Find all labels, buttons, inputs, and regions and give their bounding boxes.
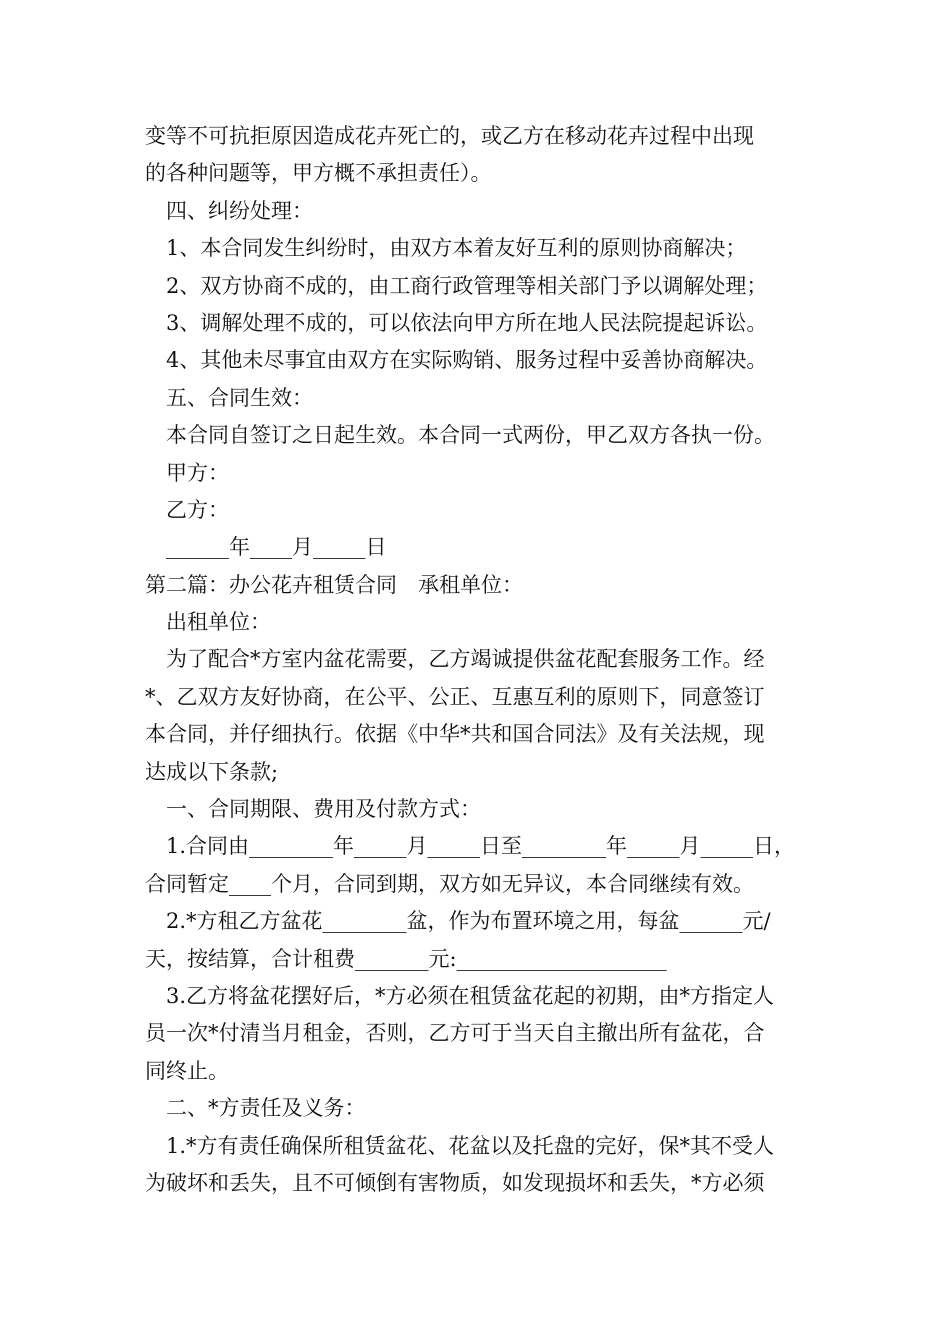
section-heading: 四、纠纷处理： bbox=[166, 198, 313, 223]
chapter-title: 第二篇：办公花卉租赁合同 承租单位： bbox=[145, 572, 523, 597]
text-line: 本合同自签订之日起生效。本合同一式两份，甲乙双方各执一份。 bbox=[166, 423, 775, 448]
text-line: 1.合同由________年_____月_____日至________年_____月_____日， bbox=[166, 834, 796, 859]
text-line: 天，按结算，合计租费_______元:____________________ bbox=[145, 946, 667, 971]
text-line: 变等不可抗拒原因造成花卉死亡的，或乙方在移动花卉过程中出现 bbox=[145, 124, 754, 148]
date-line: ______年____月_____日 bbox=[166, 535, 387, 560]
lessor-label: 出租单位： bbox=[166, 610, 271, 635]
party-a-label: 甲方： bbox=[166, 460, 229, 485]
text-line: *、乙双方友好协商，在公平、公正、互惠互利的原则下，同意签订 bbox=[145, 684, 765, 709]
text-line: 3、调解处理不成的，可以依法向甲方所在地人民法院提起诉讼。 bbox=[166, 310, 768, 335]
text-line: 为了配合*方室内盆花需要，乙方竭诚提供盆花配套服务工作。经 bbox=[166, 647, 765, 672]
section-heading: 五、合同生效： bbox=[166, 385, 313, 410]
text-line: 同终止。 bbox=[145, 1058, 229, 1083]
text-line: 3.乙方将盆花摆好后，*方必须在租赁盆花起的初期，由*方指定人 bbox=[166, 983, 775, 1008]
text-line: 合同暂定____个月，合同到期，双方如无异议，本合同继续有效。 bbox=[145, 871, 754, 896]
text-line: 达成以下条款; bbox=[145, 759, 279, 784]
text-line: 2、双方协商不成的，由工商行政管理等相关部门予以调解处理； bbox=[166, 273, 768, 298]
text-line: 1.*方有责任确保所租赁盆花、花盆以及托盘的完好，保*其不受人 bbox=[166, 1133, 775, 1158]
text-line: 的各种问题等，甲方概不承担责任）。 bbox=[145, 161, 492, 186]
section-heading: 一、合同期限、费用及付款方式： bbox=[166, 797, 481, 822]
party-b-label: 乙方： bbox=[166, 497, 229, 522]
text-line: 4、其他未尽事宜由双方在实际购销、服务过程中妥善协商解决。 bbox=[166, 348, 768, 373]
text-line: 2.*方租乙方盆花________盆，作为布置环境之用，每盆______元/ bbox=[166, 909, 771, 934]
text-line: 1、本合同发生纠纷时，由双方本着友好互利的原则协商解决； bbox=[166, 236, 747, 261]
text-line: 本合同，并仔细执行。依据《中华*共和国合同法》及有关法规，现 bbox=[145, 722, 765, 747]
section-heading: 二、*方责任及义务： bbox=[166, 1096, 366, 1121]
text-line: 为破坏和丢失，且不可倾倒有害物质，如发现损坏和丢失，*方必须 bbox=[145, 1170, 765, 1195]
text-line: 员一次*付清当月租金，否则，乙方可于当天自主撤出所有盆花，合 bbox=[145, 1021, 765, 1046]
document-body bbox=[145, 118, 810, 1202]
